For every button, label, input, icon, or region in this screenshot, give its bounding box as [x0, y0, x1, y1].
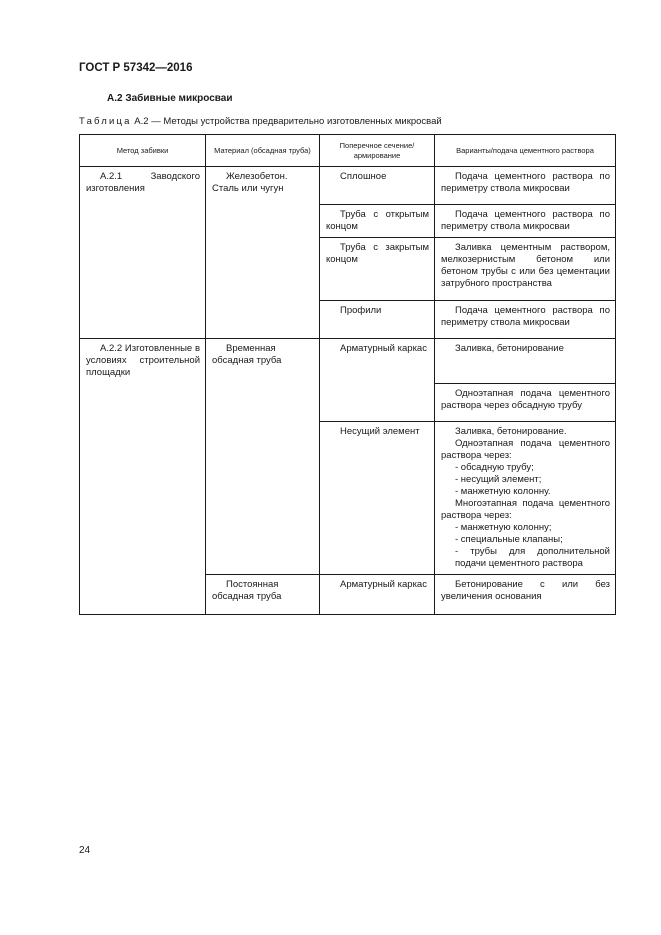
variant-cell: Заливка цементным раствором, мелкозернистым бетоном или бетоном трубы с или без цементации затрубного пространства: [435, 238, 616, 301]
variant-line: Заливка, бетонирование.: [455, 425, 567, 437]
method-cell-empty: [80, 205, 206, 238]
variant-cell: Одноэтапная подача цементного раствора через обсадную трубу: [435, 383, 616, 421]
variant-line: - манжетную колонну.: [455, 485, 551, 497]
table-row: [80, 167, 616, 205]
variant-line: - манжетную колонну;: [455, 521, 552, 533]
section-title: А.2 Забивные микросваи: [107, 93, 233, 104]
table-row: [80, 339, 616, 384]
material-cell: Постоянная обсадная труба: [206, 574, 320, 614]
material-cell: Временная обсадная труба: [206, 339, 320, 384]
material-cell-empty: [206, 383, 320, 421]
material-cell-empty: [206, 301, 320, 339]
column-header-method: Метод забивки: [80, 135, 206, 167]
method-cell: А.2.2 Изготовленные в условиях строительной площадки: [80, 339, 206, 384]
section-cell-empty: [320, 383, 435, 421]
table-caption-text: А.2 — Методы устройства предварительно изготовленных микросвай: [134, 116, 442, 127]
material-cell-empty: [206, 238, 320, 301]
variant-line: - обсадную трубу;: [455, 461, 534, 473]
variant-cell: Подача цементного раствора по периметру ствола микросваи: [435, 205, 616, 238]
table-row: [80, 383, 616, 421]
method-cell: А.2.1 Заводского изготовления: [80, 167, 206, 205]
table-caption-word: Таблица: [79, 116, 132, 127]
variant-line: - несущий элемент;: [455, 473, 542, 485]
variant-line: - специальные клапаны;: [455, 533, 563, 545]
table-row: [80, 238, 616, 301]
variant-cell: Заливка, бетонирование: [435, 339, 616, 384]
section-cell: Труба с закрытым концом: [320, 238, 435, 301]
section-cell: Арматурный каркас: [320, 574, 435, 614]
section-cell: Сплошное: [320, 167, 435, 205]
variant-cell: [435, 421, 616, 574]
material-cell-empty: [206, 205, 320, 238]
method-cell-empty: [80, 383, 206, 421]
variant-line: - трубы для дополнительной подачи цементного раствора: [455, 545, 610, 569]
column-header-material: Материал (обсадная труба): [206, 135, 320, 167]
material-cell: Железобетон. Сталь или чугун: [206, 167, 320, 205]
table-row: [80, 421, 616, 574]
table-caption: [79, 116, 442, 127]
method-cell-empty: [80, 238, 206, 301]
section-cell: Арматурный каркас: [320, 339, 435, 384]
method-cell-empty: [80, 574, 206, 614]
table-header-row: [80, 135, 616, 167]
section-cell: Несущий элемент: [320, 421, 435, 574]
methods-table: [79, 134, 616, 615]
section-cell: Профили: [320, 301, 435, 339]
variant-cell: Подача цементного раствора по периметру ствола микросваи: [435, 301, 616, 339]
method-cell-empty: [80, 301, 206, 339]
table-row: [80, 301, 616, 339]
document-code: ГОСТ Р 57342—2016: [79, 62, 193, 74]
table-row: [80, 574, 616, 614]
page-number: 24: [79, 845, 91, 856]
variant-cell: Подача цементного раствора по периметру ствола микросваи: [435, 167, 616, 205]
section-cell: Труба с открытым концом: [320, 205, 435, 238]
material-cell-empty: [206, 421, 320, 574]
method-cell-empty: [80, 421, 206, 574]
variant-cell: Бетонирование с или без увеличения основания: [435, 574, 616, 614]
variant-line: Одноэтапная подача цементного раствора через:: [441, 437, 610, 461]
variant-line: Многоэтапная подача цементного раствора через:: [441, 497, 610, 521]
table-row: [80, 205, 616, 238]
column-header-variant: Варианты/подача цементного раствора: [435, 135, 616, 167]
column-header-section: Поперечное сечение/ армирование: [320, 135, 435, 167]
